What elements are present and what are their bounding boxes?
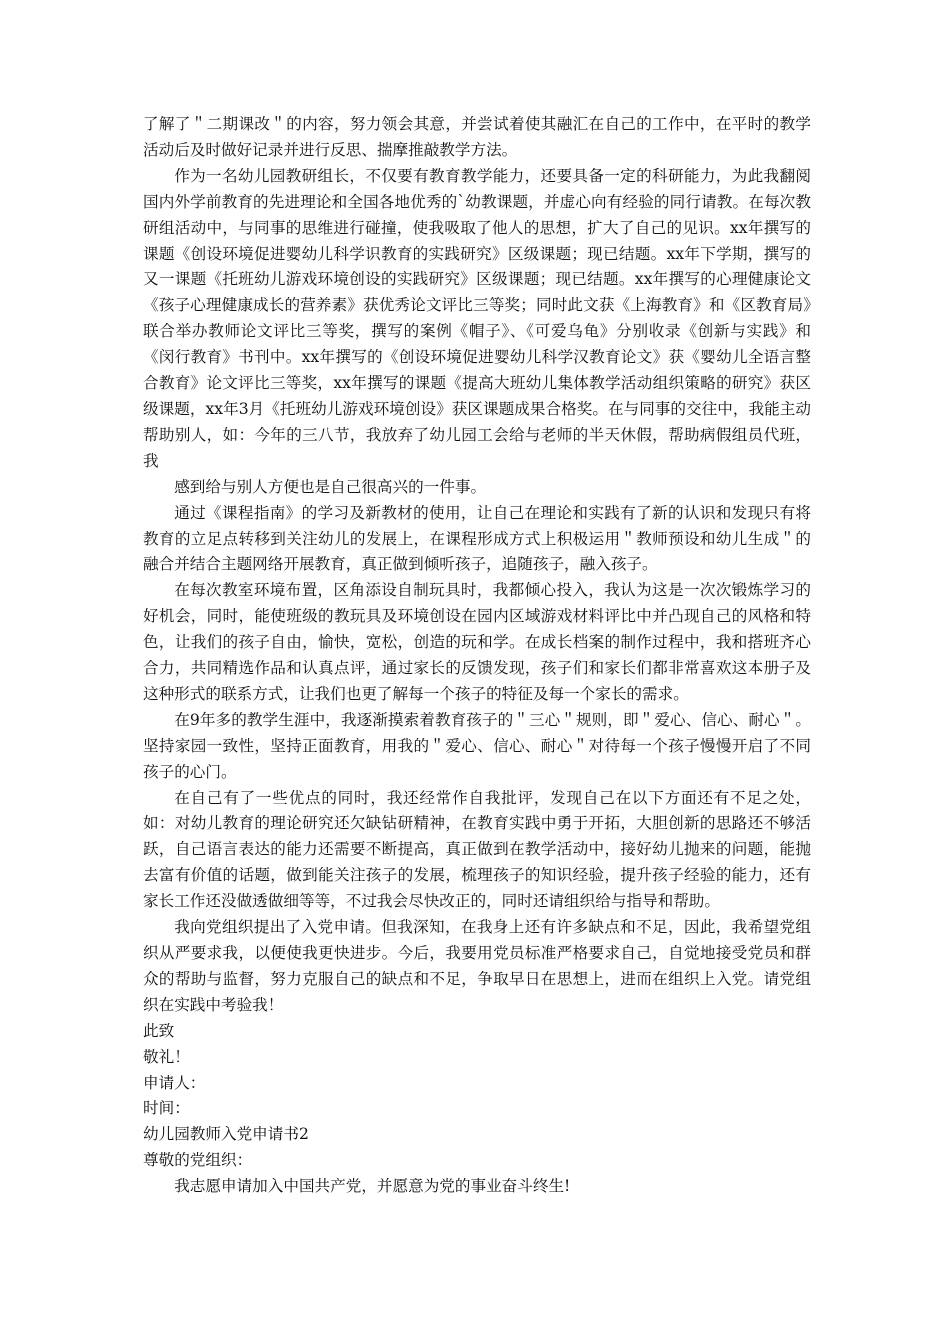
greeting-line: 尊敬的党组织： bbox=[143, 1151, 253, 1170]
section-title: 幼儿园教师入党申请书2 bbox=[143, 1125, 309, 1144]
paragraph: 了解了＂二期课改＂的内容，努力领会其意，并尝试着使其融汇在自己的工作中，在平时的教学活动后及时做好记录并进行反思、揣摩推敲教学方法。 bbox=[143, 115, 811, 159]
paragraph: 在自己有了一些优点的同时，我还经常作自我批评，发现自己在以下方面还有不足之处，如：对幼儿教育的理论研究还欠缺钻研精神，在教育实践中勇于开拓，大胆创新的思路还不够活跃，自己语言表达的能力还需要不断提高，真正做到在教学活动中，接好幼儿抛来的问题，能抛去富有价值的话题，做到能关注孩子的发展，梳理孩子的知识经验，提升孩子经验的能力，还有家长工作还没做透做细等等，不过我会尽快改正的，同时还请组织给与指导和帮助。 bbox=[143, 788, 811, 911]
closing-line: 此致 bbox=[143, 1021, 175, 1040]
paragraph: 我志愿申请加入中国共产党，并愿意为党的事业奋斗终生! bbox=[174, 1177, 571, 1196]
paragraph: 通过《课程指南》的学习及新教材的使用，让自己在理论和实践有了新的认识和发现只有将教育的立足点转移到关注幼儿的发展上，在课程形成方式上积极运用＂教师预设和幼儿生成＂的融合并结合主题网络开展教育，真正做到倾听孩子，追随孩子，融入孩子。 bbox=[143, 503, 811, 574]
applicant-line: 申请人： bbox=[143, 1073, 206, 1092]
paragraph: 感到给与别人方便也是自己很高兴的一件事。 bbox=[174, 477, 487, 496]
date-line: 时间： bbox=[143, 1099, 190, 1118]
paragraph: 在每次教室环境布置，区角添设自制玩具时，我都倾心投入，我认为这是一次次锻炼学习的好机会，同时，能使班级的教玩具及环境创设在园内区域游戏材料评比中并凸现自己的风格和特色，让我们的孩子自由，愉快，宽松，创造的玩和学。在成长档案的制作过程中，我和搭班齐心合力，共同精选作品和认真点评，通过家长的反馈发现，孩子们和家长们都非常喜欢这本册子及这种形式的联系方式，让我们也更了解每一个孩子的特征及每一个家长的需求。 bbox=[143, 581, 811, 703]
paragraph: 在9年多的教学生涯中，我逐渐摸索着教育孩子的＂三心＂规则，即＂爱心、信心、耐心＂。坚持家园一致性，坚持正面教育，用我的＂爱心、信心、耐心＂对待每一个孩子慢慢开启了不同孩子的心门。 bbox=[143, 710, 811, 781]
salutation-line: 敬礼！ bbox=[143, 1047, 190, 1066]
paragraph: 作为一名幼儿园教研组长，不仅要有教育教学能力，还要具备一定的科研能力，为此我翻阅国内外学前教育的先进理论和全国各地优秀的`幼教课题，并虚心向有经验的同行请教。在每次教研组活动中，与同事的思维进行碰撞，使我吸取了他人的思想，扩大了自己的见识。xx年撰写的课题《创设环境促进婴幼儿科学识教育的实践研究》区级课题；现已结题。xx年下学期，撰写的又一课题《托班幼儿游戏环境创设的实践研究》区级课题；现已结题。xx年撰写的心理健康论文《孩子心理健康成长的营养素》获优秀论文评比三等奖；同时此文获《上海教育》和《区教育局》联合举办教师论文评比三等奖，撰写的案例《帽子》、《可爱乌龟》分别收录《创新与实践》和《闵行教育》书刊中。xx年撰写的《创设环境促进婴幼儿科学汉教育论文》获《婴幼儿全语言整合教育》论文评比三等奖，xx年撰写的课题《提高大班幼儿集体教学活动组织策略的研究》获区级课题，xx年3月《托班幼儿游戏环境创设》获区课题成果合格奖。在与同事的交往中，我能主动帮助别人，如：今年的三八节，我放弃了幼儿园工会给与老师的半天休假，帮助病假组员代班，我 bbox=[143, 166, 811, 470]
paragraph: 我向党组织提出了入党申请。但我深知，在我身上还有许多缺点和不足，因此，我希望党组织从严要求我，以便使我更快进步。今后，我要用党员标准严格要求自己，自觉地接受党员和群众的帮助与监督，努力克服自己的缺点和不足，争取早日在思想上，进而在组织上入党。请党组织在实践中考验我！ bbox=[143, 918, 811, 1014]
document-body bbox=[143, 112, 811, 1200]
